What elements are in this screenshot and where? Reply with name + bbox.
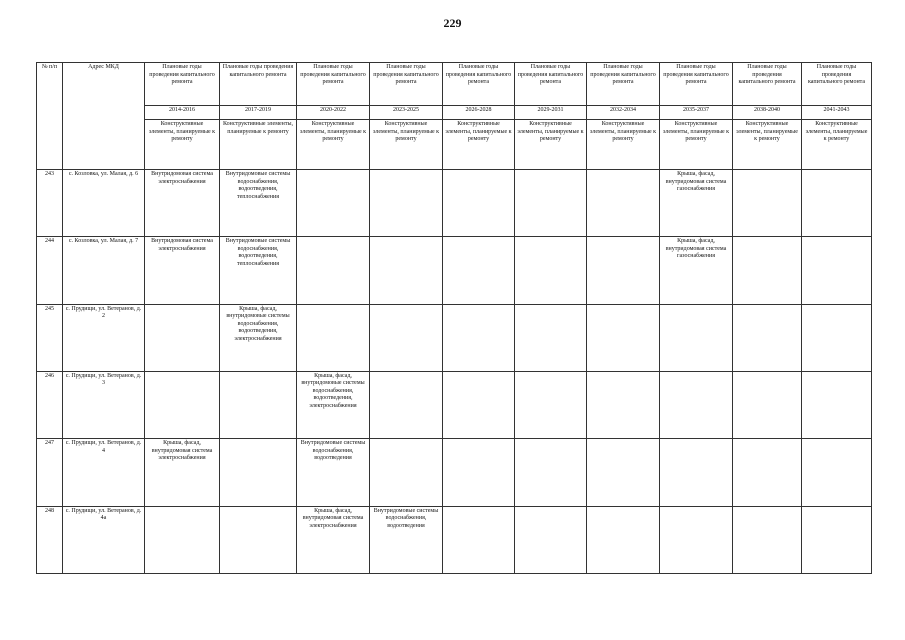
repair-cell: Внутридомовые системы водоснабжения, водоотведения (370, 506, 443, 573)
repair-cell (443, 237, 515, 304)
header-period: 2020-2022 (297, 106, 370, 120)
header-planned-years: Плановые годы проведения капитального ремонта (587, 63, 660, 106)
repair-cell (587, 371, 660, 438)
repair-cell (587, 304, 660, 371)
header-row-years (37, 63, 872, 106)
repair-cell: Внутридомовые системы водоснабжения, водоотведения (297, 439, 370, 506)
repair-cell (587, 170, 660, 237)
row-number: 243 (37, 170, 63, 237)
row-address: с. Прудищи, ул. Ветеранов, д. 4а (63, 506, 145, 573)
table-row (37, 439, 872, 506)
repair-cell (515, 170, 587, 237)
header-elements: Конструктивные элементы, планируемые к ремонту (802, 120, 872, 170)
table-row (37, 237, 872, 304)
row-address: с. Козловка, ул. Малая, д. 6 (63, 170, 145, 237)
repair-cell (802, 170, 872, 237)
repair-cell (370, 439, 443, 506)
row-address: с. Прудищи, ул. Ветеранов, д. 3 (63, 371, 145, 438)
repair-cell: Внутридомовые системы водоснабжения, водоотведения, теплоснабжения (220, 170, 297, 237)
repair-cell (802, 439, 872, 506)
row-number: 248 (37, 506, 63, 573)
repair-cell (660, 304, 733, 371)
header-num: № п/п (37, 63, 63, 170)
row-number: 245 (37, 304, 63, 371)
repair-cell (802, 506, 872, 573)
table-row (37, 304, 872, 371)
page-number: 229 (443, 16, 462, 30)
row-address: с. Козловка, ул. Малая, д. 7 (63, 237, 145, 304)
repair-cell (587, 506, 660, 573)
repair-cell (443, 506, 515, 573)
header-period: 2035-2037 (660, 106, 733, 120)
repair-cell (443, 371, 515, 438)
repair-cell (802, 304, 872, 371)
repair-cell (733, 371, 802, 438)
table-row (37, 170, 872, 237)
repair-cell (370, 371, 443, 438)
repair-cell (443, 304, 515, 371)
header-period: 2041-2043 (802, 106, 872, 120)
repair-cell (733, 170, 802, 237)
repair-cell (660, 506, 733, 573)
repair-cell (587, 439, 660, 506)
header-planned-years: Плановые годы проведения капитального ремонта (443, 63, 515, 106)
table-row (37, 506, 872, 573)
repair-cell (370, 304, 443, 371)
header-planned-years: Плановые годы проведения капитального ремонта (660, 63, 733, 106)
repair-cell (443, 170, 515, 237)
repair-cell (220, 371, 297, 438)
header-elements: Конструктивные элементы, планируемые к ремонту (660, 120, 733, 170)
header-period: 2023-2025 (370, 106, 443, 120)
repair-cell (443, 439, 515, 506)
header-period: 2017-2019 (220, 106, 297, 120)
header-period: 2038-2040 (733, 106, 802, 120)
repair-cell: Внутридомовые системы водоснабжения, водоотведения, теплоснабжения (220, 237, 297, 304)
row-number: 246 (37, 371, 63, 438)
repair-cell: Крыша, фасад, внутридомовая система электроснабжения (145, 439, 220, 506)
header-period: 2032-2034 (587, 106, 660, 120)
repair-cell (660, 371, 733, 438)
header-period: 2014-2016 (145, 106, 220, 120)
repair-cell (220, 439, 297, 506)
header-elements: Конструктивные элементы, планируемые к ремонту (587, 120, 660, 170)
header-elements: Конструктивные элементы, планируемые к ремонту (515, 120, 587, 170)
repair-cell (733, 439, 802, 506)
header-planned-years: Плановые годы проведения капитального ремонта (145, 63, 220, 106)
repair-cell: Крыша, фасад, внутридомовая система электроснабжения (297, 506, 370, 573)
row-number: 244 (37, 237, 63, 304)
repair-cell (515, 506, 587, 573)
repair-cell (802, 237, 872, 304)
row-number: 247 (37, 439, 63, 506)
repair-cell (515, 304, 587, 371)
repair-cell (145, 304, 220, 371)
repair-cell (145, 506, 220, 573)
repair-cell (515, 371, 587, 438)
repair-cell: Внутридомовая система электроснабжения (145, 237, 220, 304)
header-planned-years: Плановые годы проведения капитального ремонта (297, 63, 370, 106)
header-elements: Конструктивные элементы, планируемые к ремонту (145, 120, 220, 170)
header-elements: Конструктивные элементы, планируемые к ремонту (733, 120, 802, 170)
header-planned-years: Плановые годы проведения капитального ремонта (733, 63, 802, 106)
repair-cell (297, 237, 370, 304)
repair-cell (515, 439, 587, 506)
repair-cell (733, 237, 802, 304)
repair-cell (802, 371, 872, 438)
repair-cell: Крыша, фасад, внутридомовые системы водоснабжения, водоотведения, электроснабжения (297, 371, 370, 438)
repair-cell (733, 304, 802, 371)
repair-cell (370, 237, 443, 304)
header-address: Адрес МКД (63, 63, 145, 170)
repair-cell: Внутридомовая система электроснабжения (145, 170, 220, 237)
row-address: с. Прудищи, ул. Ветеранов, д. 4 (63, 439, 145, 506)
repair-cell (145, 371, 220, 438)
header-elements: Конструктивные элементы, планируемые к ремонту (443, 120, 515, 170)
header-planned-years: Плановые годы проведения капитального ремонта (220, 63, 297, 106)
repair-cell (515, 237, 587, 304)
repair-cell (220, 506, 297, 573)
header-elements: Конструктивные элементы, планируемые к ремонту (297, 120, 370, 170)
repair-cell: Крыша, фасад, внутридомовые системы водоснабжения, водоотведения, электроснабжения (220, 304, 297, 371)
repair-cell (297, 304, 370, 371)
repair-cell: Крыша, фасад, внутридомовая система газоснабжения (660, 170, 733, 237)
repair-cell (297, 170, 370, 237)
repair-cell: Крыша, фасад, внутридомовая система газоснабжения (660, 237, 733, 304)
header-planned-years: Плановые годы проведения капитального ремонта (802, 63, 872, 106)
header-period: 2029-2031 (515, 106, 587, 120)
repair-cell (587, 237, 660, 304)
header-period: 2026-2028 (443, 106, 515, 120)
capital-repair-table (36, 62, 872, 574)
header-elements: Конструктивные элементы, планируемые к ремонту (220, 120, 297, 170)
table-row (37, 371, 872, 438)
repair-cell (733, 506, 802, 573)
header-planned-years: Плановые годы проведения капитального ремонта (515, 63, 587, 106)
header-row-elements (37, 120, 872, 170)
header-planned-years: Плановые годы проведения капитального ремонта (370, 63, 443, 106)
row-address: с. Прудищи, ул. Ветеранов, д. 2 (63, 304, 145, 371)
repair-cell (660, 439, 733, 506)
header-elements: Конструктивные элементы, планируемые к ремонту (370, 120, 443, 170)
header-row-periods (37, 106, 872, 120)
repair-cell (370, 170, 443, 237)
